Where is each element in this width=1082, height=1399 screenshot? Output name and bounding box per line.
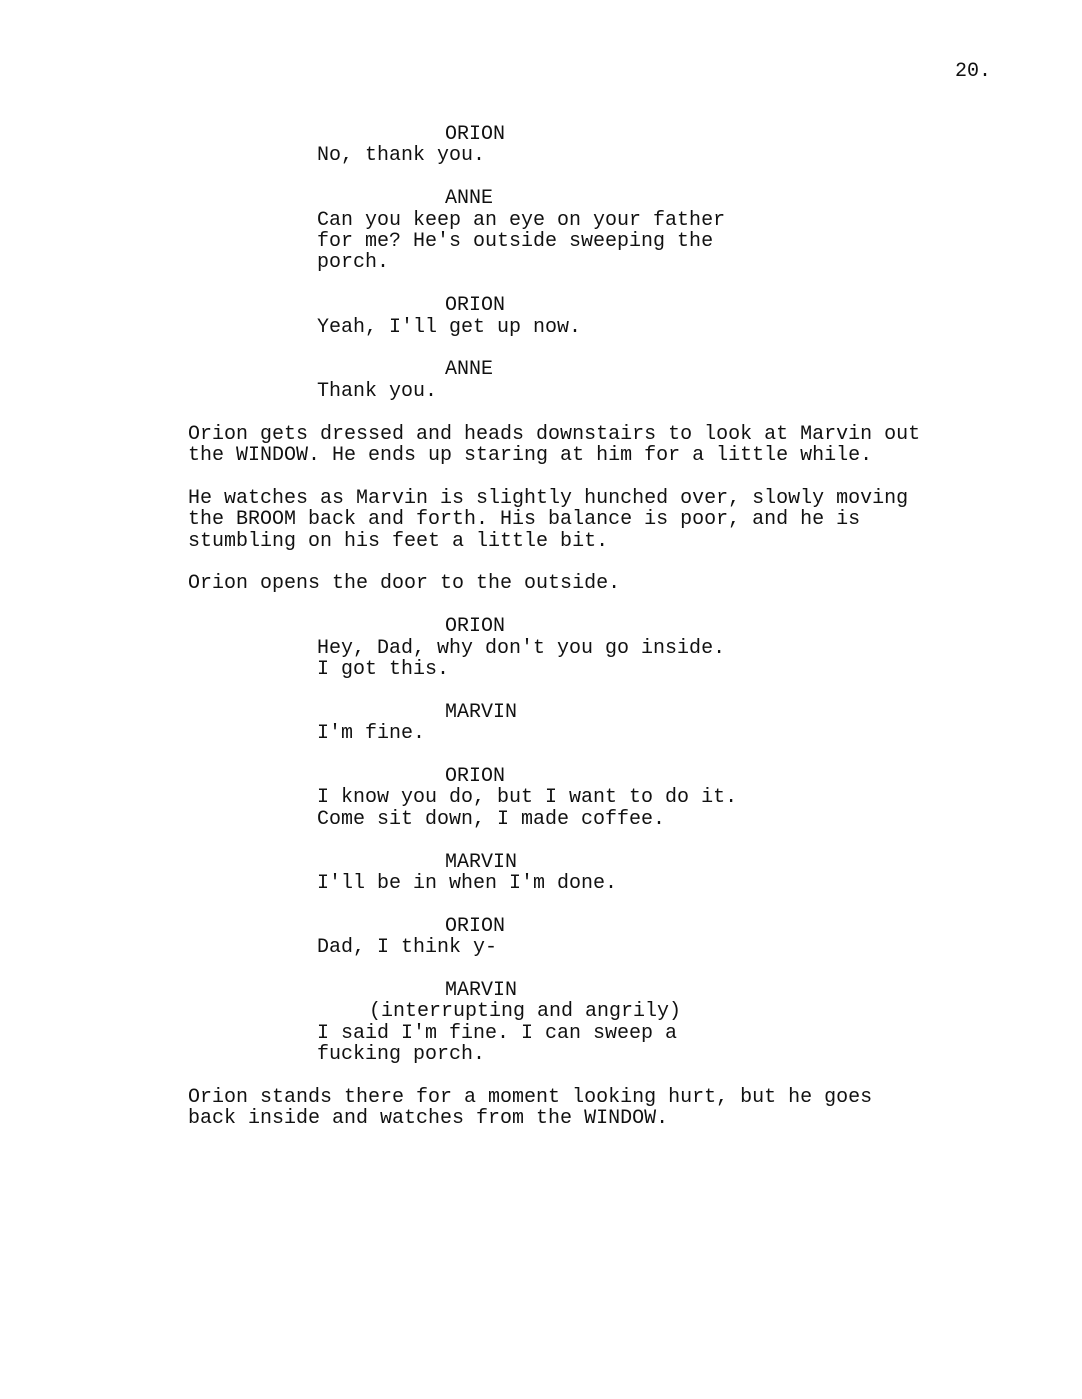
dialogue-line: Thank you. <box>317 379 438 403</box>
dialogue-line: I'm fine. <box>317 722 426 746</box>
character-name: ORION <box>445 615 506 639</box>
line-spacer <box>188 402 968 423</box>
dialogue-line: I know you do, but I want to do it. <box>317 786 738 810</box>
character-name: ANNE <box>445 187 494 211</box>
page-number: 20. <box>955 60 992 83</box>
action-line: the BROOM back and forth. His balance is poor, and he is <box>188 508 861 532</box>
dialogue-line: No, thank you. <box>317 144 486 168</box>
action-line: the WINDOW. He ends up staring at him for a little while. <box>188 444 873 468</box>
character-name: MARVIN <box>445 700 518 724</box>
character-name: ORION <box>445 914 506 938</box>
action-line: stumbling on his feet a little bit. <box>188 529 609 553</box>
line-spacer <box>188 959 968 980</box>
dialogue-line: Hey, Dad, why don't you go inside. <box>317 636 726 660</box>
action-line: Orion stands there for a moment looking hurt, but he goes <box>188 1086 873 1110</box>
line-spacer <box>188 338 968 359</box>
line-spacer <box>188 680 968 701</box>
action-line: back inside and watches from the WINDOW. <box>188 1107 669 1131</box>
dialogue-line: I got this. <box>317 658 450 682</box>
line-spacer <box>188 894 968 915</box>
line-spacer <box>188 830 968 851</box>
dialogue-line: porch. <box>317 251 390 275</box>
action-line: Orion opens the door to the outside. <box>188 572 621 596</box>
character-name: ORION <box>445 765 506 789</box>
dialogue-line: I said I'm fine. I can sweep a <box>317 1021 678 1045</box>
action-line: He watches as Marvin is slightly hunched over, slowly moving <box>188 486 909 510</box>
character-name: MARVIN <box>445 850 518 874</box>
line-spacer <box>188 552 968 573</box>
action-line: Orion gets dressed and heads downstairs to look at Marvin out <box>188 422 921 446</box>
character-name: ANNE <box>445 358 494 382</box>
line-spacer <box>188 274 968 295</box>
dialogue-line: Yeah, I'll get up now. <box>317 315 582 339</box>
dialogue-line: for me? He's outside sweeping the <box>317 230 714 254</box>
character-name: MARVIN <box>445 979 518 1003</box>
line-spacer <box>188 466 968 487</box>
line-spacer <box>188 167 968 188</box>
line-spacer <box>188 1066 968 1087</box>
character-name: ORION <box>445 123 506 146</box>
character-name: ORION <box>445 294 506 318</box>
dialogue-line: Dad, I think y- <box>317 936 498 960</box>
dialogue-line: I'll be in when I'm done. <box>317 872 618 896</box>
line-spacer <box>188 745 968 766</box>
dialogue-line: fucking porch. <box>317 1043 486 1067</box>
line-spacer <box>188 595 968 616</box>
dialogue-line: Can you keep an eye on your father <box>317 208 726 232</box>
screenplay-body <box>188 124 968 1130</box>
parenthetical-line: (interrupting and angrily) <box>369 1000 682 1024</box>
dialogue-line: Come sit down, I made coffee. <box>317 807 666 831</box>
